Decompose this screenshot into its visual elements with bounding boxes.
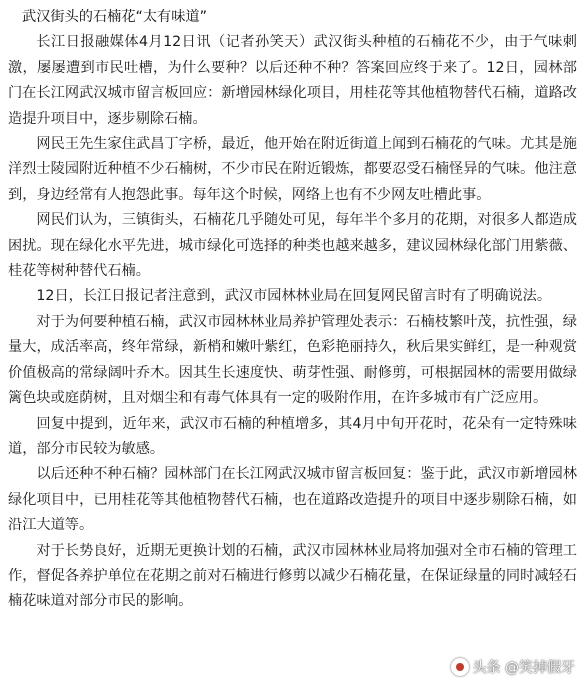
toutiao-logo-icon xyxy=(451,658,469,676)
paragraph-5: 对于为何要种植石楠，武汉市园林林业局养护管理处表示：石楠枝繁叶茂，抗性强，绿量大，成活率高，终年常绿，新梢和嫩叶紫红，色彩艳丽持久，秋后果实鲜红，是一种观赏价值极高的常绿阔叶乔木。因其生长速度快、萌芽性强、耐修剪，可根据园林的需要用做绿篱色块或庭荫树，且对烟尘和有毒气体具有一定的吸附作用，在许多城市有广泛应用。 xyxy=(8,313,577,407)
paragraph-4: 12日，长江日报记者注意到，武汉市园林林业局在回复网民留言时有了明确说法。 xyxy=(36,288,552,305)
paragraph-lead: 长江日报融媒体4月12日讯（记者孙笑天）武汉街头种植的石楠花不少，由于气味刺激，屡屡遭到市民吐槽，为什么要种？以后还种不种？答案回应终于来了。12日，园林部门在长江网武汉城市留言板回应：新增园林绿化项目，用桂花等其他植物替代石楠，道路改造提升项目中，逐步剔除石楠。 xyxy=(8,34,577,127)
paragraph-8: 对于长势良好，近期无更换计划的石楠，武汉市园林林业局将加强对全市石楠的管理工作，督促各养护单位在花期之前对石楠进行修剪以减少石楠花量，在保证绿量的同时减轻石楠花味道对部分市民的影响。 xyxy=(8,542,577,610)
watermark xyxy=(451,655,575,679)
paragraph-3: 网民们认为，三镇街头，石楠花几乎随处可见，每年半个多月的花期，对很多人都造成困扰。现在绿化水平先进，城市绿化可选择的种类也越来越多，建议园林绿化部门用紫薇、桂花等树种替代石楠。 xyxy=(8,212,577,280)
article-title: 武汉街头的石楠花“太有味道” xyxy=(22,9,207,25)
paragraph-2: 网民王先生家住武昌丁字桥，最近，他开始在附近街道上闻到石楠花的气味。尤其是施洋烈士陵园附近种植不少石楠树，不少市民在附近锻炼，都要忍受石楠怪异的气味。他注意到，身边经常有人抱怨此事。每年这个时候，网络上也有不少网友吐槽此事。 xyxy=(8,136,577,203)
paragraph-6: 回复中提到，近年来，武汉市石楠的种植增多，其4月中旬开花时，花朵有一定特殊味道，部分市民较为敏感。 xyxy=(8,415,577,457)
paragraph-7: 以后还种不种石楠？园林部门在长江网武汉城市留言板回复：鉴于此，武汉市新增园林绿化项目中，已用桂花等其他植物替代石楠，也在道路改造提升的项目中逐步剔除石楠，如沿江大道等。 xyxy=(8,466,577,534)
watermark-text: 头条 @笑掉假牙 xyxy=(472,660,575,676)
